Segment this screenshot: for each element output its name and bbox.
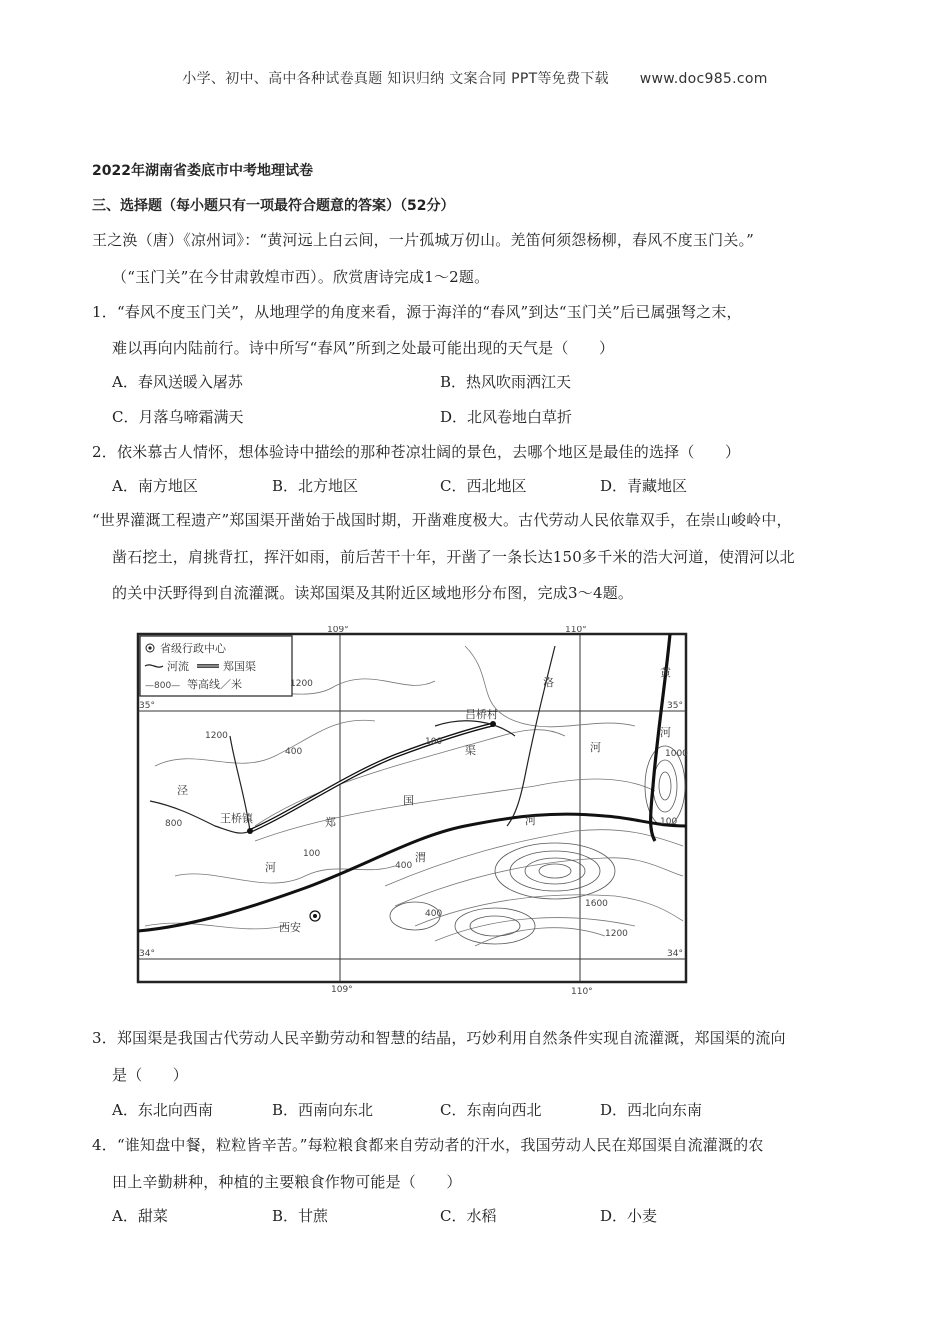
section-heading: 三、选择题（每小题只有一项最符合题意的答案）（52分） — [92, 198, 455, 214]
q3-option-d: D．西北向东南 — [600, 1101, 703, 1119]
river-luo-1: 洛 — [543, 676, 554, 689]
q4-stem-line1: 4．“谁知盘中餐，粒粒皆辛苦。”每粒粮食都来自劳动者的汗水，我国劳动人民在郑国渠自流灌溉的农 — [92, 1136, 764, 1154]
river-wei-1: 渭 — [415, 851, 426, 864]
q4-option-b: B．甘蔗 — [272, 1207, 329, 1225]
contour-label-11: 100 — [660, 817, 678, 827]
contour-label-9: 1600 — [585, 899, 608, 909]
intro1-line2: （“玉门关”在今甘肃敦煌市西）。欣赏唐诗完成1～2题。 — [112, 268, 490, 286]
q1-stem-line2: 难以再向内陆前行。诗中所写“春风”所到之处最可能出现的天气是（ ） — [112, 339, 615, 357]
q4-stem-line2: 田上辛勤耕种，种植的主要粮食作物可能是（ ） — [112, 1173, 462, 1191]
intro2-line2: 凿石挖土，肩挑背扛，挥汗如雨，前后苦干十年，开凿了一条长达150多千米的浩大河道，使渭河以北 — [112, 548, 795, 566]
contour-label-5: 100 — [425, 737, 443, 747]
q1-option-d: D．北风卷地白草折 — [440, 408, 573, 426]
river-huang-1: 黄 — [660, 666, 671, 679]
canal-char-1: 郑 — [325, 816, 336, 829]
q2-option-b: B．北方地区 — [272, 477, 359, 495]
contour-label-12: 1000 — [665, 749, 688, 759]
q3-stem-line1: 3．郑国渠是我国古代劳动人民辛勤劳动和智慧的结晶，巧妙利用自然条件实现自流灌溉，郑国渠的流向 — [92, 1029, 786, 1047]
lat-35: 35° — [139, 701, 155, 711]
q1-stem-line1: 1．“春风不度玉门关”，从地理学的角度来看，源于海洋的“春风”到达“玉门关”后已属强弩之末， — [92, 303, 742, 321]
place-lvqiao: 吕桥村 — [465, 708, 498, 721]
capital-symbol-dot — [148, 646, 151, 649]
lvqiao-point — [490, 721, 496, 727]
q2-option-a: A．南方地区 — [112, 477, 198, 495]
q2-option-c: C．西北地区 — [440, 477, 527, 495]
legend-river: 河流 — [167, 660, 189, 673]
zhengguo-canal-map — [135, 626, 695, 996]
canal-char-2: 国 — [403, 794, 414, 807]
contour-label-7: 400 — [395, 861, 413, 871]
q3-option-b: B．西南向东北 — [272, 1101, 374, 1119]
legend-contour-sample: —800— — [145, 681, 181, 691]
river-jing-1: 泾 — [177, 784, 188, 797]
contour-label-4: 400 — [285, 747, 303, 757]
q3-option-c: C．东南向西北 — [440, 1101, 542, 1119]
contour-label-8: 400 — [425, 909, 443, 919]
legend-contour: 等高线／米 — [187, 678, 242, 691]
q1-option-c: C．月落乌啼霜满天 — [112, 408, 244, 426]
river-huang-2: 河 — [660, 726, 671, 739]
header-promo: 小学、初中、高中各种试卷真题 知识归纳 文案合同 PPT等免费下载 — [182, 71, 609, 87]
intro2-line3: 的关中沃野得到自流灌溉。读郑国渠及其附近区域地形分布图，完成3～4题。 — [112, 584, 634, 602]
contour-label-3: 800 — [165, 819, 183, 829]
q3-option-a: A．东北向西南 — [112, 1101, 213, 1119]
q1-option-b: B．热风吹雨洒江天 — [440, 373, 572, 391]
q2-option-d: D．青藏地区 — [600, 477, 688, 495]
contour-label-6: 100 — [303, 849, 321, 859]
q4-option-a: A．甜菜 — [112, 1207, 168, 1225]
lon-109-top: 109° — [327, 626, 349, 635]
exam-title: 2022年湖南省娄底市中考地理试卷 — [92, 163, 313, 179]
place-xian: 西安 — [279, 921, 301, 934]
lon-109-bottom: 109° — [331, 985, 353, 995]
contour-label-2: 1200 — [205, 731, 228, 741]
river-wei-2: 河 — [525, 814, 536, 827]
lat-34: 34° — [139, 949, 155, 959]
q1-option-a: A．春风送暖入屠苏 — [112, 373, 243, 391]
xian-capital-dot — [313, 914, 317, 918]
q3-stem-line2: 是（ ） — [112, 1066, 189, 1084]
legend-canal: 郑国渠 — [223, 660, 256, 673]
wangqiao-point — [247, 828, 253, 834]
lat-34-right: 34° — [667, 949, 683, 959]
river-luo-2: 河 — [590, 741, 601, 754]
canal-char-3: 渠 — [465, 744, 476, 757]
contour-label-1: 1200 — [290, 679, 313, 689]
intro1-line1: 王之涣（唐）《凉州词》：“黄河远上白云间，一片孤城万仞山。羌笛何须怨杨柳，春风不度玉门关。” — [92, 231, 755, 249]
place-wangqiao: 王桥镇 — [220, 812, 253, 825]
q4-option-d: D．小麦 — [600, 1207, 658, 1225]
contour-label-10: 1200 — [605, 929, 628, 939]
intro2-line1: “世界灌溉工程遗产”郑国渠开凿始于战国时期，开凿难度极大。古代劳动人民依靠双手，在崇山峻岭中， — [92, 511, 792, 529]
lon-110-top: 110° — [565, 626, 587, 635]
page-header — [0, 68, 950, 88]
q2-stem: 2．依米慕古人情怀，想体验诗中描绘的那种苍凉壮阔的景色，去哪个地区是最佳的选择（ ） — [92, 443, 741, 461]
lon-110-bottom: 110° — [571, 987, 593, 996]
lat-35-right: 35° — [667, 701, 683, 711]
q4-option-c: C．水稻 — [440, 1207, 497, 1225]
legend-capital: 省级行政中心 — [160, 642, 226, 655]
river-jing-2: 河 — [265, 861, 276, 874]
header-site-link[interactable]: www.doc985.com — [639, 71, 768, 87]
